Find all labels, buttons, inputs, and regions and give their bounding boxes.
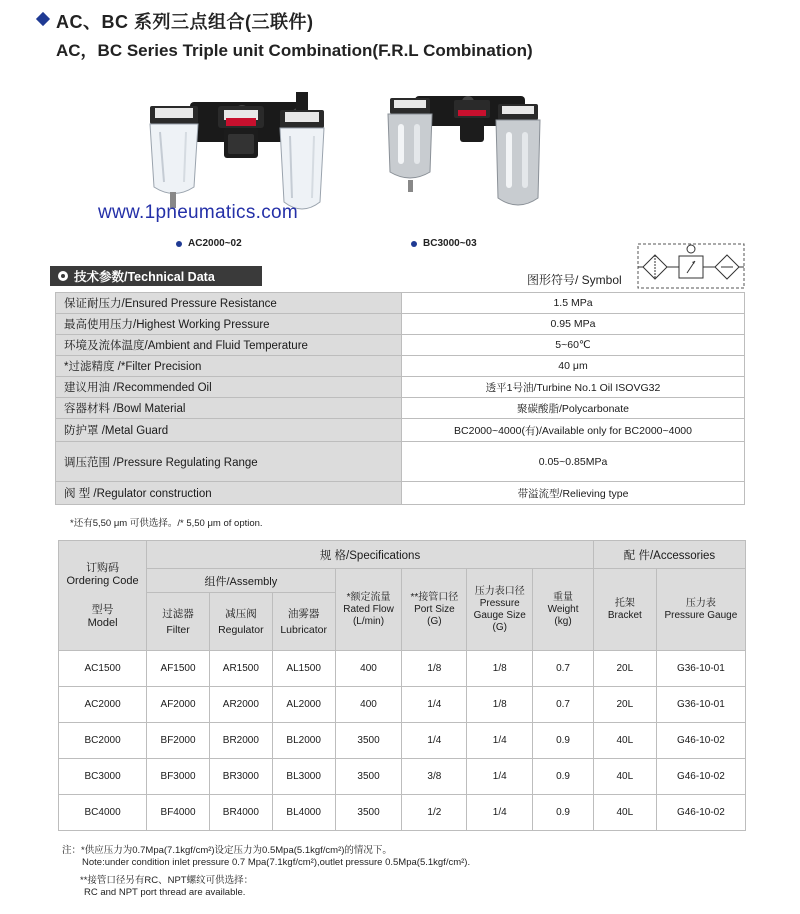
tech-row bbox=[56, 419, 745, 442]
tech-key: 容器材料 /Bowl Material bbox=[56, 398, 402, 419]
tech-row bbox=[56, 314, 745, 335]
tech-key: *过滤精度 /*Filter Precision bbox=[56, 356, 402, 377]
cell-flow: 3500 bbox=[335, 795, 402, 831]
port-size-header: **接管口径 Port Size (G) bbox=[402, 569, 467, 651]
tech-value: 1.5 MPa bbox=[402, 293, 745, 314]
footnote-line: **接管口径另有RC、NPT螺纹可供选择： bbox=[80, 875, 254, 886]
weight-header: 重量 Weight (kg) bbox=[533, 569, 594, 651]
tech-key: 防护罩 /Metal Guard bbox=[56, 419, 402, 442]
cell-lubricator: BL3000 bbox=[272, 759, 335, 795]
cell-gauge: G36-10-01 bbox=[656, 687, 745, 723]
cell-gauge: G46-10-02 bbox=[656, 759, 745, 795]
table-row bbox=[59, 687, 746, 723]
cell-model: BC2000 bbox=[59, 723, 147, 759]
product-caption-2 bbox=[411, 238, 477, 249]
tech-key: 保证耐压力/Ensured Pressure Resistance bbox=[56, 293, 402, 314]
table-row bbox=[59, 795, 746, 831]
cell-bracket: 20L bbox=[593, 651, 656, 687]
tech-value: 40 μm bbox=[402, 356, 745, 377]
specifications-header: 规 格/Specifications bbox=[147, 541, 594, 569]
accessories-header: 配 件/Accessories bbox=[593, 541, 745, 569]
cell-filter: AF1500 bbox=[147, 651, 210, 687]
section-bullet-icon bbox=[58, 271, 68, 281]
tech-value: 0.95 MPa bbox=[402, 314, 745, 335]
cell-bracket: 40L bbox=[593, 795, 656, 831]
cell-gauge: G46-10-02 bbox=[656, 723, 745, 759]
tech-key: 建议用油 /Recommended Oil bbox=[56, 377, 402, 398]
assembly-header: 组件/Assembly bbox=[147, 569, 335, 593]
spec-header-row bbox=[59, 569, 746, 593]
cell-flow: 3500 bbox=[335, 759, 402, 795]
cell-lubricator: AL2000 bbox=[272, 687, 335, 723]
title-diamond-icon bbox=[36, 12, 50, 26]
filter-header: 过滤器 Filter bbox=[147, 593, 210, 651]
product-image-ac2000 bbox=[130, 82, 355, 222]
spec-header-row bbox=[59, 541, 746, 569]
cell-flow: 400 bbox=[335, 687, 402, 723]
technical-data-header bbox=[50, 266, 262, 286]
cell-gauge-port: 1/4 bbox=[467, 723, 533, 759]
cell-gauge-port: 1/8 bbox=[467, 651, 533, 687]
page-title-cn: AC、BC 系列三点组合(三联件) bbox=[56, 12, 314, 32]
cell-weight: 0.9 bbox=[533, 759, 594, 795]
cell-model: AC2000 bbox=[59, 687, 147, 723]
cell-model: BC3000 bbox=[59, 759, 147, 795]
regulator-header: 减压阀 Regulator bbox=[209, 593, 272, 651]
ordering-code-label: 订购码 Ordering Code bbox=[66, 561, 139, 587]
cell-bracket: 40L bbox=[593, 759, 656, 795]
product-caption-text-2: BC3000~03 bbox=[423, 238, 477, 249]
footnote-line: Note:under condition inlet pressure 0.7 Mpa(7.1kgf/cm²),outlet pressure 0.5Mpa(5.1kgf/cm²). bbox=[82, 857, 471, 868]
tech-value: BC2000~4000(有)/Available only for BC2000~4000 bbox=[402, 419, 745, 442]
cell-port: 1/4 bbox=[402, 687, 467, 723]
tech-value: 0.05~0.85MPa bbox=[402, 442, 745, 482]
tech-row bbox=[56, 398, 745, 419]
tech-value: 透平1号油/Turbine No.1 Oil ISOVG32 bbox=[402, 377, 745, 398]
cell-lubricator: BL4000 bbox=[272, 795, 335, 831]
tech-value: 5~60℃ bbox=[402, 335, 745, 356]
product-caption-text-1: AC2000~02 bbox=[188, 238, 242, 249]
cell-gauge-port: 1/4 bbox=[467, 759, 533, 795]
table-row bbox=[59, 723, 746, 759]
cell-gauge: G46-10-02 bbox=[656, 795, 745, 831]
table-row bbox=[59, 651, 746, 687]
tech-key: 调压范围 /Pressure Regulating Range bbox=[56, 442, 402, 482]
lubricator-header: 油雾器 Lubricator bbox=[272, 593, 335, 651]
cell-regulator: BR3000 bbox=[209, 759, 272, 795]
bracket-header: 托架 Bracket bbox=[593, 569, 656, 651]
tech-value: 聚碳酸脂/Polycarbonate bbox=[402, 398, 745, 419]
cell-bracket: 20L bbox=[593, 687, 656, 723]
cell-filter: AF2000 bbox=[147, 687, 210, 723]
cell-port: 1/4 bbox=[402, 723, 467, 759]
cell-bracket: 40L bbox=[593, 723, 656, 759]
cell-port: 1/2 bbox=[402, 795, 467, 831]
cell-regulator: BR2000 bbox=[209, 723, 272, 759]
watermark-url: www.1pneumatics.com bbox=[98, 202, 298, 223]
cell-port: 1/8 bbox=[402, 651, 467, 687]
table-row bbox=[59, 759, 746, 795]
tech-row bbox=[56, 356, 745, 377]
technical-data-title: 技术参数/Technical Data bbox=[74, 270, 215, 284]
tech-row bbox=[56, 293, 745, 314]
tech-row bbox=[56, 442, 745, 482]
cell-regulator: AR2000 bbox=[209, 687, 272, 723]
cell-weight: 0.7 bbox=[533, 651, 594, 687]
cell-regulator: AR1500 bbox=[209, 651, 272, 687]
footnote-line: RC and NPT port thread are available. bbox=[84, 887, 246, 898]
model-label: 型号 Model bbox=[87, 603, 118, 629]
bullet-dot-icon bbox=[176, 241, 182, 247]
cell-flow: 400 bbox=[335, 651, 402, 687]
bullet-dot-icon bbox=[411, 241, 417, 247]
cell-port: 3/8 bbox=[402, 759, 467, 795]
cell-model: BC4000 bbox=[59, 795, 147, 831]
product-image-bc3000 bbox=[380, 80, 555, 220]
product-caption-1 bbox=[176, 238, 242, 249]
tech-row bbox=[56, 335, 745, 356]
cell-filter: BF2000 bbox=[147, 723, 210, 759]
tech-row bbox=[56, 377, 745, 398]
rated-flow-header: *额定流量 Rated Flow (L/min) bbox=[335, 569, 402, 651]
cell-flow: 3500 bbox=[335, 723, 402, 759]
gauge-port-header: 压力表口径 Pressure Gauge Size (G) bbox=[467, 569, 533, 651]
page-title-en: AC，BC Series Triple unit Combination(F.R.L Combination) bbox=[56, 41, 533, 60]
frl-symbol-icon bbox=[637, 243, 745, 289]
filter-option-note: *还有5,50 μm 可供选择。/* 5,50 μm of option. bbox=[70, 518, 263, 529]
ordering-code-header bbox=[59, 541, 147, 651]
cell-weight: 0.7 bbox=[533, 687, 594, 723]
tech-key: 最高使用压力/Highest Working Pressure bbox=[56, 314, 402, 335]
technical-data-table bbox=[55, 292, 745, 505]
footnote-line: 注：*供应压力为0.7Mpa(7.1kgf/cm²)设定压力为0.5Mpa(5.1kgf/cm²)的情况下。 bbox=[62, 845, 392, 856]
cell-weight: 0.9 bbox=[533, 795, 594, 831]
cell-filter: BF4000 bbox=[147, 795, 210, 831]
cell-weight: 0.9 bbox=[533, 723, 594, 759]
cell-lubricator: AL1500 bbox=[272, 651, 335, 687]
symbol-label: 图形符号/ Symbol bbox=[527, 273, 622, 287]
cell-model: AC1500 bbox=[59, 651, 147, 687]
cell-gauge-port: 1/4 bbox=[467, 795, 533, 831]
cell-regulator: BR4000 bbox=[209, 795, 272, 831]
cell-gauge: G36-10-01 bbox=[656, 651, 745, 687]
tech-key: 环境及流体温度/Ambient and Fluid Temperature bbox=[56, 335, 402, 356]
cell-lubricator: BL2000 bbox=[272, 723, 335, 759]
tech-row bbox=[56, 482, 745, 505]
cell-gauge-port: 1/8 bbox=[467, 687, 533, 723]
tech-value: 带溢流型/Relieving type bbox=[402, 482, 745, 505]
tech-key: 阀 型 /Regulator construction bbox=[56, 482, 402, 505]
specification-table bbox=[58, 540, 746, 831]
cell-filter: BF3000 bbox=[147, 759, 210, 795]
pressure-gauge-header: 压力表 Pressure Gauge bbox=[656, 569, 745, 651]
